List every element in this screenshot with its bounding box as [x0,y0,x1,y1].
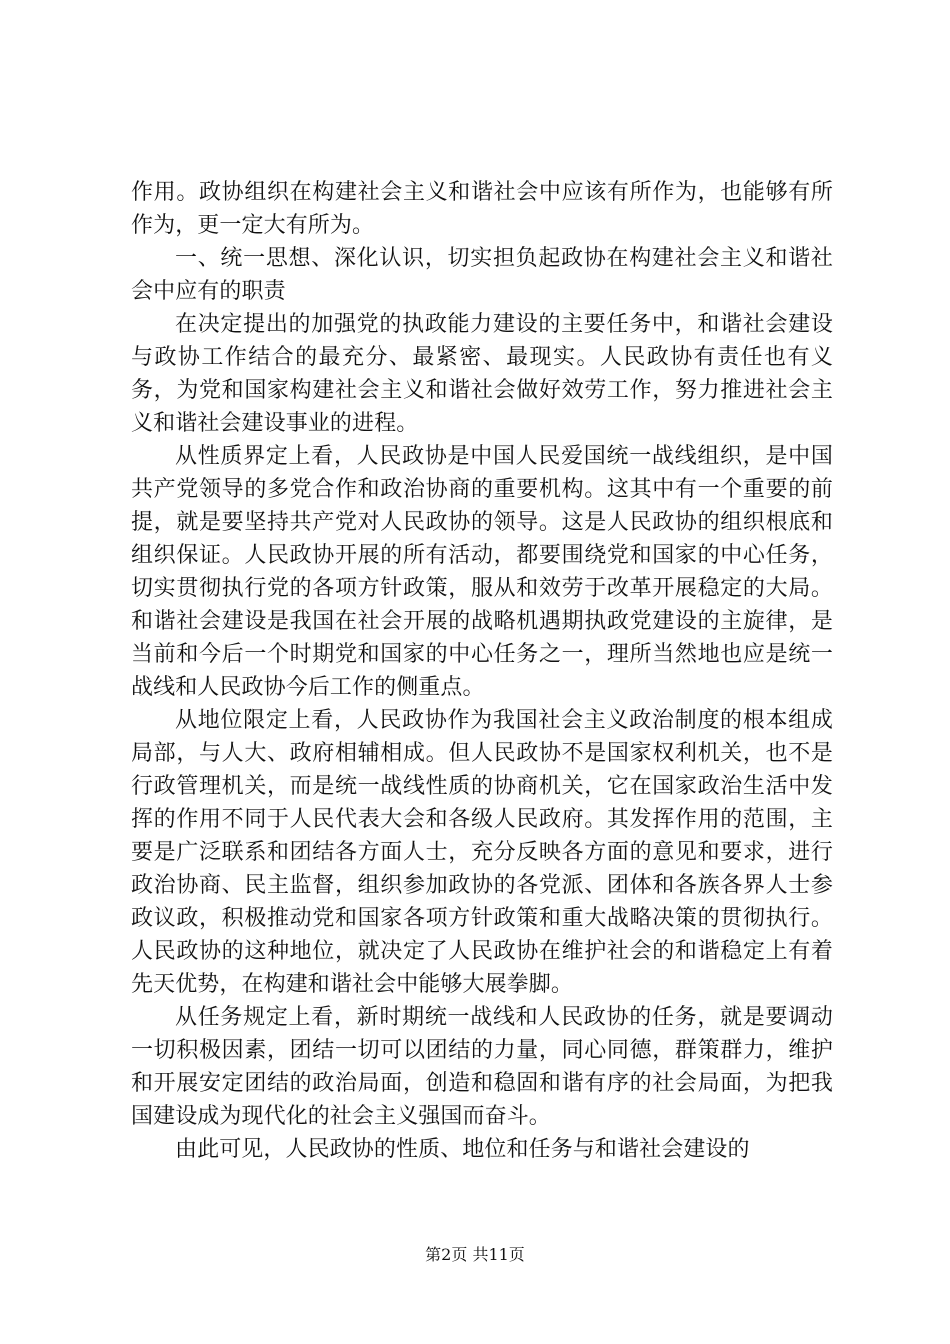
paragraph-tasks: 从任务规定上看，新时期统一战线和人民政协的任务，就是要调动一切积极因素，团结一切可以团结的力量，同心同德，群策群力，维护和开展安定团结的政治局面，创造和稳固和谐有序的社会局面，为把我国建设成为现代化的社会主义强国而奋斗。 [131,1005,833,1129]
document-body [131,176,833,1166]
paragraph-main-tasks: 在决定提出的加强党的执政能力建设的主要任务中，和谐社会建设与政协工作结合的最充分、最紧密、最现实。人民政协有责任也有义务，为党和国家构建社会主义和谐社会做好效劳工作，努力推进社会主义和谐社会建设事业的进程。 [131,312,833,436]
paragraph-conclusion: 由此可见，人民政协的性质、地位和任务与和谐社会建设的 [175,1137,750,1162]
paragraph-nature: 从性质界定上看，人民政协是中国人民爱国统一战线组织，是中国共产党领导的多党合作和政治协商的重要机构。这其中有一个重要的前提，就是要坚持共产党对人民政协的领导。这是人民政协的组织根底和组织保证。人民政协开展的所有活动，都要围绕党和国家的中心任务，切实贯彻执行党的各项方针政策，服从和效劳于改革开展稳定的大局。和谐社会建设是我国在社会开展的战略机遇期执政党建设的主旋律，是当前和今后一个时期党和国家的中心任务之一，理所当然地也应是统一战线和人民政协今后工作的侧重点。 [131,444,833,700]
paragraph-continuation: 作用。政协组织在构建社会主义和谐社会中应该有所作为，也能够有所作为，更一定大有所为。 [131,180,833,238]
section-heading: 一、统一思想、深化认识，切实担负起政协在构建社会主义和谐社会中应有的职责 [131,246,833,304]
paragraph-status: 从地位限定上看，人民政协作为我国社会主义政治制度的根本组成局部，与人大、政府相辅相成。但人民政协不是国家权利机关，也不是行政管理机关，而是统一战线性质的协商机关，它在国家政治生活中发挥的作用不同于人民代表大会和各级人民政府。其发挥作用的范围，主要是广泛联系和团结各方面人士，充分反映各方面的意见和要求，进行政治协商、民主监督，组织参加政协的各党派、团体和各族各界人士参政议政，积极推动党和国家各项方针政策和重大战略决策的贯彻执行。人民政协的这种地位，就决定了人民政协在维护社会的和谐稳定上有着先天优势，在构建和谐社会中能够大展拳脚。 [131,708,833,997]
page-number-footer: 第2页 共11页 [425,1245,525,1264]
